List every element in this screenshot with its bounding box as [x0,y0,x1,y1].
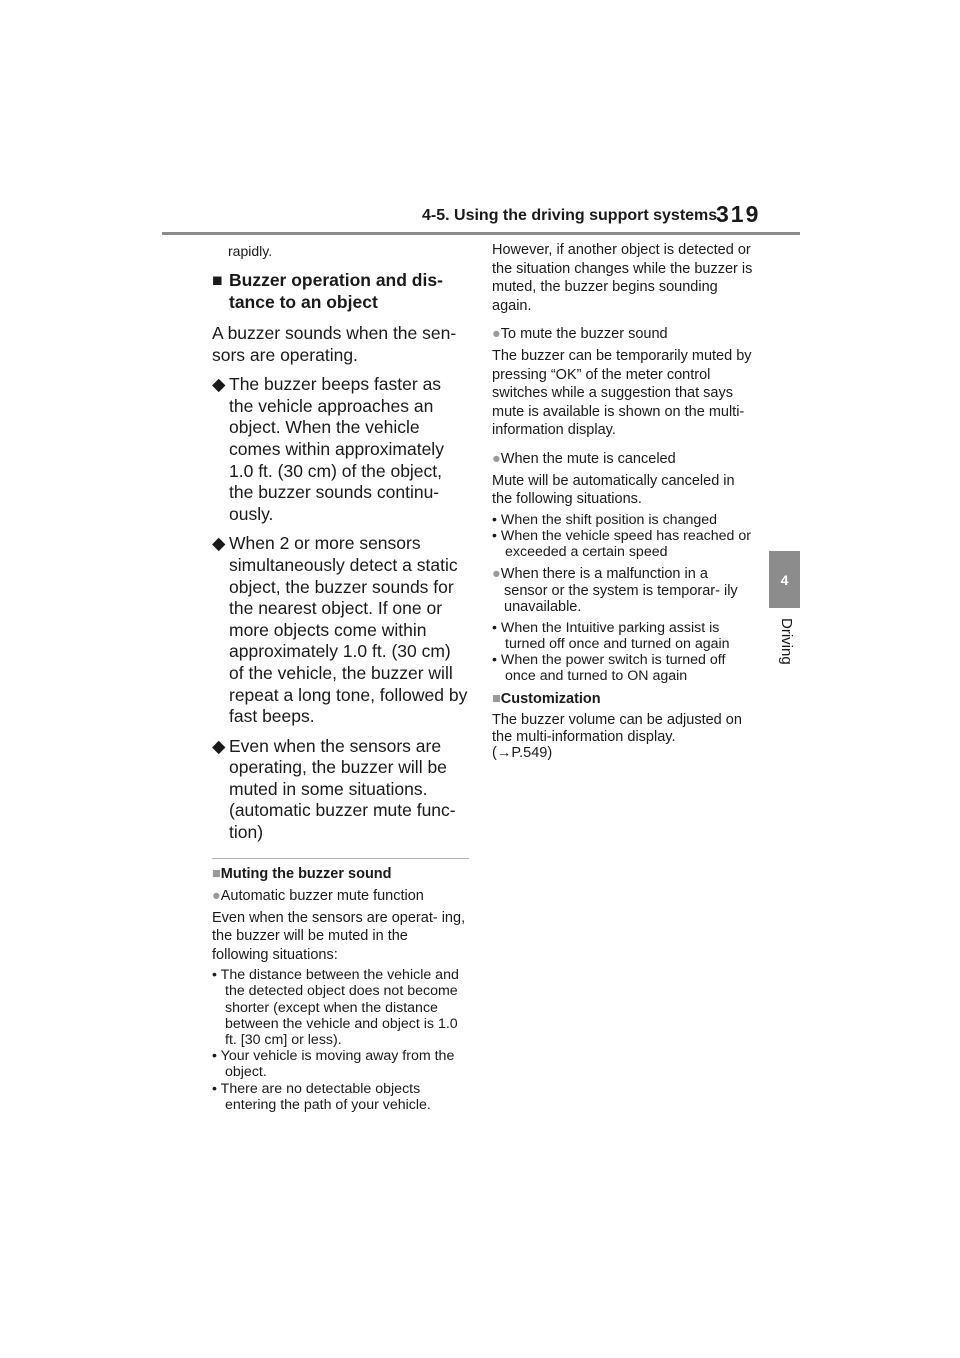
diamond-bullet-icon: ◆ [212,533,226,554]
list-item [212,374,468,525]
dot-marker-icon: ● [492,450,501,467]
dot-marker-icon: ● [212,887,221,904]
malfunction-heading [492,566,754,616]
bullet-icon: • [492,619,497,636]
customization-paragraph [492,712,754,762]
muting-heading-text: Muting the buzzer sound [220,865,392,882]
cancel-paragraph: Mute will be automatically canceled in the following situations. [492,472,735,507]
intro-paragraph: A buzzer sounds when the sen- sors are operating. [212,323,457,365]
list-item [212,1048,468,1080]
list-item-text: When the power switch is turned off once and turned to ON again [500,652,726,685]
list-item [492,528,754,560]
chapter-number: 4 [780,571,789,588]
list-item-text: The buzzer beeps faster as the vehicle approaches an object. When the vehicle comes within approximately 1.0 ft. (30 cm) of the object, the buzzer sounds continu- ously. [229,374,444,524]
list-item-text: When the vehicle speed has reached or exceeded a certain speed [500,527,751,560]
square-marker-icon: ■ [212,865,221,882]
list-item-text: The distance between the vehicle and the detected object does not become shorter (except when the distance between the vehicle and object is 1.0 ft. [30 cm] or less). [220,967,459,1048]
list-item [212,736,468,844]
mute-heading [492,325,754,343]
mute-paragraph: The buzzer can be temporarily muted by pressing “OK” of the meter control switches while a suggestion that says mute is available is shown on the multi-information display. [492,348,752,438]
list-item [492,512,754,528]
customization-heading-text: Customization [500,691,601,708]
malfunction-list [492,620,754,685]
muting-sub-heading-text: Automatic buzzer mute function [220,887,424,904]
malfunction-heading-text: When there is a malfunction in a sensor or the system is temporar- ily unavailable. [500,566,738,616]
list-item-text: When 2 or more sensors simultaneously detect a static object, the buzzer sounds for the nearest object. If one or more objects come within approximately 1.0 ft. (30 cm) of the vehicle, the buzzer will repeat a long tone, followed by fast beeps. [229,533,468,727]
section-title: 4-5. Using the driving support systems [422,207,718,224]
list-item-text: Even when the sensors are operating, the buzzer will be muted in some situations. (automatic buzzer mute func- tion) [229,735,456,843]
list-item [212,967,468,1048]
list-item-text: There are no detectable objects entering the path of your vehicle. [220,1080,431,1113]
page-reference-link[interactable]: (→P.549) [492,745,553,762]
chapter-label: Driving [778,618,795,665]
continuation-paragraph: However, if another object is detected or the situation changes while the buzzer is muted, the buzzer begins sounding again. [492,242,753,314]
cancel-heading [492,450,754,468]
customization-text: The buzzer volume can be adjusted on the multi-information display. [492,712,742,745]
page-number: 319 [716,201,761,227]
cancel-heading-text: When the mute is canceled [500,450,676,467]
bullet-icon: • [212,967,217,984]
bullet-icon: • [492,527,497,544]
list-item [212,1081,468,1113]
section-heading [212,269,468,313]
list-item [492,620,754,652]
square-marker-icon: ■ [492,691,501,708]
diamond-bullet-icon: ◆ [212,735,226,756]
muting-list [212,967,468,1113]
muting-sub-heading [212,887,468,905]
list-item [492,652,754,684]
left-column [212,241,468,1119]
list-item-text: Your vehicle is moving away from the object. [220,1048,455,1081]
muting-heading [212,865,468,883]
bullet-icon: • [212,1080,217,1097]
continuation-text: rapidly. [228,243,273,259]
right-column [492,241,754,765]
list-item-text: When the shift position is changed [500,511,718,528]
customization-heading [492,690,754,708]
header-rule [162,232,800,235]
dot-marker-icon: ● [492,566,501,583]
cancel-list [492,512,754,561]
diamond-bullet-icon: ◆ [212,374,226,395]
square-marker-icon: ■ [212,270,223,290]
bullet-icon: • [492,652,497,669]
bullet-icon: • [212,1048,217,1065]
bullet-icon: • [492,511,497,528]
dot-marker-icon: ● [492,326,501,342]
section-heading-text: Buzzer operation and dis- tance to an object [229,270,443,312]
mute-heading-text: To mute the buzzer sound [500,326,668,342]
list-item-text: When the Intuitive parking assist is turned off once and turned on again [500,619,730,652]
list-item [212,533,468,727]
muting-paragraph: Even when the sensors are operat- ing, the buzzer will be muted in the following situations: [212,909,466,963]
divider [212,858,469,859]
chapter-tab[interactable] [769,551,800,608]
